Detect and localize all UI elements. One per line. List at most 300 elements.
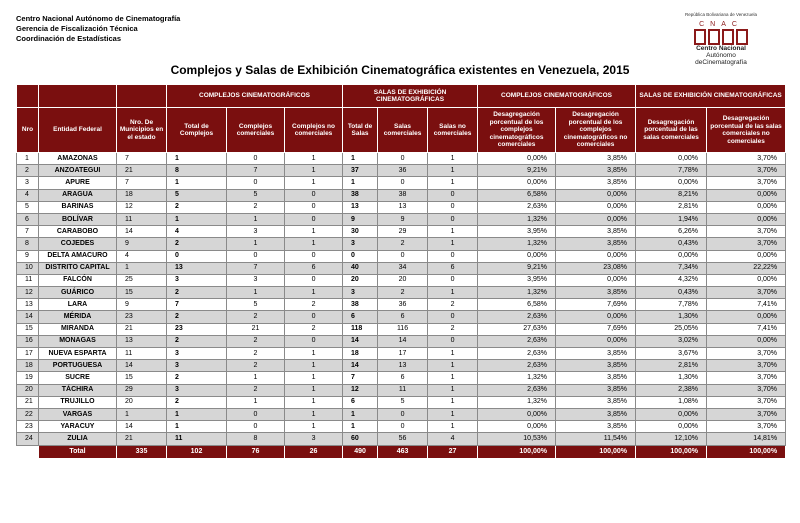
group-header: COMPLEJOS CINEMATOGRÁFICOS xyxy=(478,85,636,108)
table-cell: 3,70% xyxy=(707,408,786,420)
table-cell: 0,00% xyxy=(556,189,636,201)
table-cell: 0 xyxy=(285,274,343,286)
table-row xyxy=(17,238,786,250)
table-cell: 9 xyxy=(117,299,167,311)
table-cell: 2 xyxy=(167,372,227,384)
table-cell: 3 xyxy=(227,226,285,238)
table-cell: 6,58% xyxy=(478,299,556,311)
table-cell: 2 xyxy=(167,311,227,323)
state-name-cell: GUÁRICO xyxy=(39,287,117,299)
table-cell: 13 xyxy=(378,201,428,213)
table-cell: 15 xyxy=(117,372,167,384)
table-cell: 3 xyxy=(227,274,285,286)
table-cell: 5 xyxy=(227,299,285,311)
table-cell: 23 xyxy=(17,421,39,433)
table-row xyxy=(17,165,786,177)
table-cell: 17 xyxy=(378,348,428,360)
table-cell: 2 xyxy=(428,323,478,335)
table-row xyxy=(17,348,786,360)
table-cell: 6 xyxy=(343,396,378,408)
table-cell: 23 xyxy=(117,311,167,323)
table-cell: 0,00% xyxy=(556,311,636,323)
column-header: Salas comerciales xyxy=(378,108,428,153)
table-cell: 4 xyxy=(117,250,167,262)
table-cell: 7,69% xyxy=(556,299,636,311)
logo-republic-text: República Bolivariana de Venezuela xyxy=(684,12,758,17)
table-cell: 6 xyxy=(343,311,378,323)
table-cell: 16 xyxy=(17,335,39,347)
table-cell: 29 xyxy=(117,384,167,396)
table-cell: 0 xyxy=(378,408,428,420)
table-cell: 13 xyxy=(378,360,428,372)
table-cell: 8 xyxy=(17,238,39,250)
table-cell: 1 xyxy=(285,372,343,384)
table-cell: 3,70% xyxy=(707,348,786,360)
table-cell: 9 xyxy=(117,238,167,250)
state-name-cell: NUEVA ESPARTA xyxy=(39,348,117,360)
table-row xyxy=(17,201,786,213)
table-cell: 38 xyxy=(343,189,378,201)
table-cell: 1 xyxy=(285,177,343,189)
table-cell: 0 xyxy=(428,201,478,213)
table-cell: 1 xyxy=(285,408,343,420)
table-row xyxy=(17,360,786,372)
table-cell: 1 xyxy=(428,360,478,372)
column-header: Complejos no comerciales xyxy=(285,108,343,153)
total-cell: 100,00% xyxy=(478,445,556,458)
table-cell: 3 xyxy=(17,177,39,189)
table-cell: 9 xyxy=(343,213,378,225)
table-cell: 25,05% xyxy=(636,323,707,335)
table-cell: 2 xyxy=(227,360,285,372)
table-cell: 118 xyxy=(343,323,378,335)
table-cell: 2,63% xyxy=(478,360,556,372)
table-cell: 15 xyxy=(17,323,39,335)
column-header: Desagregación porcentual de los complejos cinematográficos no comerciales xyxy=(556,108,636,153)
table-cell: 0,43% xyxy=(636,238,707,250)
table-cell: 3,95% xyxy=(478,274,556,286)
table-cell: 2,63% xyxy=(478,384,556,396)
table-cell: 36 xyxy=(378,299,428,311)
group-header: COMPLEJOS CINEMATOGRÁFICOS xyxy=(167,85,343,108)
state-name-cell: AMAZONAS xyxy=(39,153,117,165)
table-cell: 0,00% xyxy=(478,408,556,420)
table-cell: 0 xyxy=(343,250,378,262)
table-cell: 1 xyxy=(285,153,343,165)
table-row xyxy=(17,408,786,420)
table-cell: 1 xyxy=(285,238,343,250)
state-name-cell: ZULIA xyxy=(39,433,117,445)
table-cell: 2,63% xyxy=(478,201,556,213)
table-cell: 1 xyxy=(227,396,285,408)
table-row xyxy=(17,323,786,335)
table-cell: 8,21% xyxy=(636,189,707,201)
table-cell: 0,00% xyxy=(707,189,786,201)
column-header: Complejos comerciales xyxy=(227,108,285,153)
table-cell: 0,00% xyxy=(478,177,556,189)
state-name-cell: PORTUGUESA xyxy=(39,360,117,372)
state-name-cell: DISTRITO CAPITAL xyxy=(39,262,117,274)
table-cell: 10 xyxy=(17,262,39,274)
table-cell: 1 xyxy=(428,226,478,238)
table-cell: 3 xyxy=(167,348,227,360)
table-cell: 3,70% xyxy=(707,421,786,433)
cnac-logo xyxy=(678,12,764,70)
state-name-cell: BARINAS xyxy=(39,201,117,213)
total-cell: 463 xyxy=(378,445,428,458)
table-cell: 1 xyxy=(428,421,478,433)
table-cell: 0 xyxy=(227,421,285,433)
table-cell: 2 xyxy=(227,384,285,396)
table-cell: 0 xyxy=(378,177,428,189)
table-cell: 20 xyxy=(378,274,428,286)
table-row xyxy=(17,213,786,225)
table-cell: 2 xyxy=(167,287,227,299)
column-header: Desagregación porcentual de las salas comerciales no comerciales xyxy=(707,108,786,153)
total-cell: 100,00% xyxy=(707,445,786,458)
table-cell: 3 xyxy=(343,238,378,250)
state-name-cell: BOLÍVAR xyxy=(39,213,117,225)
logo-line-2: Autónomo xyxy=(706,52,736,59)
state-name-cell: APURE xyxy=(39,177,117,189)
table-cell: 3,85% xyxy=(556,372,636,384)
organization-header xyxy=(16,14,180,44)
table-cell: 1 xyxy=(285,226,343,238)
table-cell: 11 xyxy=(117,213,167,225)
table-row xyxy=(17,250,786,262)
table-cell: 12 xyxy=(17,287,39,299)
org-line-3: Coordinación de Estadísticas xyxy=(16,34,122,43)
table-cell: 5 xyxy=(378,396,428,408)
column-header: Total de Complejos xyxy=(167,108,227,153)
table-cell: 7,69% xyxy=(556,323,636,335)
table-cell: 2,81% xyxy=(636,360,707,372)
table-cell: 6 xyxy=(378,372,428,384)
table-cell: 1 xyxy=(285,165,343,177)
table-cell: 0 xyxy=(227,408,285,420)
table-cell: 1,32% xyxy=(478,238,556,250)
table-cell: 3,85% xyxy=(556,238,636,250)
table-cell: 0 xyxy=(428,213,478,225)
table-cell: 22 xyxy=(17,408,39,420)
table-cell: 0 xyxy=(378,421,428,433)
table-cell: 2 xyxy=(227,201,285,213)
table-cell: 13 xyxy=(343,201,378,213)
table-cell: 24 xyxy=(17,433,39,445)
table-cell: 0 xyxy=(428,250,478,262)
table-cell: 3,70% xyxy=(707,360,786,372)
state-name-cell: COJEDES xyxy=(39,238,117,250)
table-cell: 21 xyxy=(117,433,167,445)
state-name-cell: CARABOBO xyxy=(39,226,117,238)
table-cell: 12 xyxy=(343,384,378,396)
state-name-cell: MONAGAS xyxy=(39,335,117,347)
table-cell: 7 xyxy=(117,177,167,189)
total-label: Total xyxy=(39,445,117,458)
table-cell: 0,00% xyxy=(636,250,707,262)
table-cell: 36 xyxy=(378,165,428,177)
table-cell: 1 xyxy=(428,408,478,420)
table-cell: 1 xyxy=(227,372,285,384)
table-cell: 3,85% xyxy=(556,396,636,408)
table-cell: 3,67% xyxy=(636,348,707,360)
table-cell: 116 xyxy=(378,323,428,335)
table-cell: 40 xyxy=(343,262,378,274)
table-row xyxy=(17,287,786,299)
table-cell: 0,00% xyxy=(478,250,556,262)
table-cell: 3,85% xyxy=(556,360,636,372)
table-cell: 18 xyxy=(17,360,39,372)
table-cell: 8 xyxy=(167,165,227,177)
table-cell: 4 xyxy=(428,433,478,445)
table-cell: 6,26% xyxy=(636,226,707,238)
table-cell: 3,85% xyxy=(556,226,636,238)
table-cell: 2,63% xyxy=(478,348,556,360)
group-header: SALAS DE EXHIBICIÓN CINEMATOGRÁFICAS xyxy=(636,85,786,108)
table-cell: 0 xyxy=(378,153,428,165)
table-cell: 7,78% xyxy=(636,165,707,177)
table-cell: 3,70% xyxy=(707,165,786,177)
table-cell: 1,94% xyxy=(636,213,707,225)
table-cell: 1 xyxy=(227,238,285,250)
table-cell: 3,70% xyxy=(707,238,786,250)
table-cell: 1 xyxy=(428,287,478,299)
table-cell: 4,32% xyxy=(636,274,707,286)
table-cell: 3,02% xyxy=(636,335,707,347)
table-cell: 15 xyxy=(117,287,167,299)
corner-blank xyxy=(117,85,167,108)
table-cell: 1 xyxy=(117,408,167,420)
total-cell: 490 xyxy=(343,445,378,458)
table-cell: 1 xyxy=(285,287,343,299)
table-cell: 0 xyxy=(428,189,478,201)
total-blank-cell xyxy=(17,445,39,458)
table-cell: 2 xyxy=(285,323,343,335)
table-cell: 7,78% xyxy=(636,299,707,311)
table-cell: 6 xyxy=(428,262,478,274)
state-name-cell: ARAGUA xyxy=(39,189,117,201)
table-row xyxy=(17,299,786,311)
table-cell: 1 xyxy=(428,177,478,189)
table-cell: 7 xyxy=(167,299,227,311)
table-cell: 27,63% xyxy=(478,323,556,335)
table-cell: 2 xyxy=(17,165,39,177)
total-cell: 335 xyxy=(117,445,167,458)
table-cell: 13 xyxy=(167,262,227,274)
table-cell: 1 xyxy=(428,165,478,177)
table-cell: 14 xyxy=(343,360,378,372)
table-cell: 2 xyxy=(167,201,227,213)
table-cell: 1,32% xyxy=(478,396,556,408)
state-name-cell: MÉRIDA xyxy=(39,311,117,323)
table-cell: 3,85% xyxy=(556,287,636,299)
table-cell: 1 xyxy=(343,421,378,433)
table-cell: 1 xyxy=(428,372,478,384)
table-cell: 1 xyxy=(285,384,343,396)
corner-blank xyxy=(17,85,39,108)
table-cell: 0 xyxy=(227,250,285,262)
table-cell: 1 xyxy=(227,213,285,225)
table-cell: 0,00% xyxy=(636,177,707,189)
table-cell: 0 xyxy=(378,250,428,262)
logo-mark-icon xyxy=(694,29,748,45)
table-row xyxy=(17,433,786,445)
page-title: Complejos y Salas de Exhibición Cinematográfica existentes en Venezuela, 2015 xyxy=(170,63,630,77)
table-cell: 0,00% xyxy=(556,335,636,347)
corner-blank xyxy=(39,85,117,108)
table-cell: 0,00% xyxy=(707,311,786,323)
table-cell: 0,00% xyxy=(707,213,786,225)
state-name-cell: TÁCHIRA xyxy=(39,384,117,396)
table-row xyxy=(17,262,786,274)
logo-line-1: Centro Nacional xyxy=(696,45,746,52)
table-cell: 1,32% xyxy=(478,213,556,225)
table-cell: 14 xyxy=(117,421,167,433)
table-cell: 1 xyxy=(428,238,478,250)
state-name-cell: MIRANDA xyxy=(39,323,117,335)
column-header: Total de Salas xyxy=(343,108,378,153)
logo-cnac-text: CNAC xyxy=(699,21,743,28)
table-cell: 7 xyxy=(117,153,167,165)
table-cell: 21 xyxy=(117,323,167,335)
table-cell: 3 xyxy=(343,287,378,299)
table-cell: 25 xyxy=(117,274,167,286)
table-cell: 11,54% xyxy=(556,433,636,445)
table-cell: 1,30% xyxy=(636,372,707,384)
table-cell: 7,34% xyxy=(636,262,707,274)
table-cell: 11 xyxy=(17,274,39,286)
table-cell: 0,00% xyxy=(707,201,786,213)
total-cell: 76 xyxy=(227,445,285,458)
table-cell: 1,32% xyxy=(478,372,556,384)
table-cell: 38 xyxy=(378,189,428,201)
table-cell: 2 xyxy=(227,311,285,323)
table-cell: 38 xyxy=(343,299,378,311)
table-cell: 21 xyxy=(227,323,285,335)
table-row xyxy=(17,396,786,408)
table-row xyxy=(17,384,786,396)
cinema-table xyxy=(16,84,786,459)
table-cell: 0,00% xyxy=(556,250,636,262)
table-cell: 1 xyxy=(285,421,343,433)
table-cell: 0 xyxy=(285,311,343,323)
column-header: Nro xyxy=(17,108,39,153)
total-cell: 100,00% xyxy=(636,445,707,458)
table-cell: 3 xyxy=(167,384,227,396)
table-cell: 11 xyxy=(167,433,227,445)
table-cell: 11 xyxy=(117,348,167,360)
table-cell: 2,63% xyxy=(478,311,556,323)
table-cell: 1,32% xyxy=(478,287,556,299)
table-cell: 56 xyxy=(378,433,428,445)
table-cell: 0,43% xyxy=(636,287,707,299)
logo-line-3: deCinematografía xyxy=(695,59,747,66)
column-header: Desagregación porcentual de las salas comerciales xyxy=(636,108,707,153)
state-name-cell: FALCÓN xyxy=(39,274,117,286)
table-cell: 0,00% xyxy=(556,274,636,286)
state-name-cell: DELTA AMACURO xyxy=(39,250,117,262)
table-cell: 0,00% xyxy=(556,201,636,213)
table-cell: 6 xyxy=(285,262,343,274)
column-header: Desagregación porcentual de los complejos cinematográficos comerciales xyxy=(478,108,556,153)
table-cell: 7 xyxy=(227,262,285,274)
table-cell: 1 xyxy=(343,408,378,420)
table-cell: 1 xyxy=(343,177,378,189)
table-cell: 14 xyxy=(343,335,378,347)
table-cell: 1 xyxy=(167,421,227,433)
table-row xyxy=(17,274,786,286)
table-cell: 3,70% xyxy=(707,153,786,165)
table-cell: 3,70% xyxy=(707,396,786,408)
table-cell: 3 xyxy=(167,360,227,372)
table-row xyxy=(17,153,786,165)
table-row xyxy=(17,335,786,347)
table-cell: 2,63% xyxy=(478,335,556,347)
table-cell: 2 xyxy=(167,396,227,408)
table-cell: 0,00% xyxy=(556,213,636,225)
table-cell: 5 xyxy=(167,189,227,201)
table-cell: 2 xyxy=(428,299,478,311)
table-cell: 37 xyxy=(343,165,378,177)
table-cell: 0,00% xyxy=(707,274,786,286)
table-cell: 1 xyxy=(428,396,478,408)
table-cell: 13 xyxy=(117,335,167,347)
total-cell: 26 xyxy=(285,445,343,458)
table-cell: 0 xyxy=(285,335,343,347)
table-cell: 7,41% xyxy=(707,323,786,335)
org-line-1: Centro Nacional Autónomo de Cinematografía xyxy=(16,14,181,23)
table-cell: 1 xyxy=(285,396,343,408)
table-cell: 12,10% xyxy=(636,433,707,445)
table-cell: 3,85% xyxy=(556,153,636,165)
table-cell: 22,22% xyxy=(707,262,786,274)
table-cell: 3 xyxy=(167,274,227,286)
table-cell: 14 xyxy=(117,226,167,238)
table-cell: 1 xyxy=(17,153,39,165)
group-header: SALAS DE EXHIBICIÓN CINEMATOGRÁFICAS xyxy=(343,85,478,108)
table-cell: 17 xyxy=(17,348,39,360)
table-cell: 1 xyxy=(167,408,227,420)
table-cell: 5 xyxy=(17,201,39,213)
total-row xyxy=(17,445,786,458)
column-header: Nro. De Municipios en el estado xyxy=(117,108,167,153)
table-cell: 2 xyxy=(167,335,227,347)
table-cell: 1 xyxy=(167,153,227,165)
table-cell: 3,85% xyxy=(556,348,636,360)
table-cell: 21 xyxy=(17,396,39,408)
table-cell: 0,00% xyxy=(636,421,707,433)
table-cell: 14,81% xyxy=(707,433,786,445)
table-cell: 3 xyxy=(285,433,343,445)
table-cell: 3,85% xyxy=(556,408,636,420)
table-cell: 9 xyxy=(17,250,39,262)
table-cell: 20 xyxy=(117,396,167,408)
table-cell: 9 xyxy=(378,213,428,225)
table-cell: 0,00% xyxy=(707,335,786,347)
table-cell: 1 xyxy=(285,360,343,372)
table-cell: 2,81% xyxy=(636,201,707,213)
table-cell: 11 xyxy=(378,384,428,396)
table-cell: 23,08% xyxy=(556,262,636,274)
table-cell: 14 xyxy=(378,335,428,347)
table-cell: 1 xyxy=(285,348,343,360)
table-cell: 9,21% xyxy=(478,165,556,177)
table-cell: 23 xyxy=(167,323,227,335)
table-cell: 0,00% xyxy=(478,153,556,165)
table-cell: 7 xyxy=(343,372,378,384)
table-cell: 1 xyxy=(428,348,478,360)
table-cell: 1,08% xyxy=(636,396,707,408)
